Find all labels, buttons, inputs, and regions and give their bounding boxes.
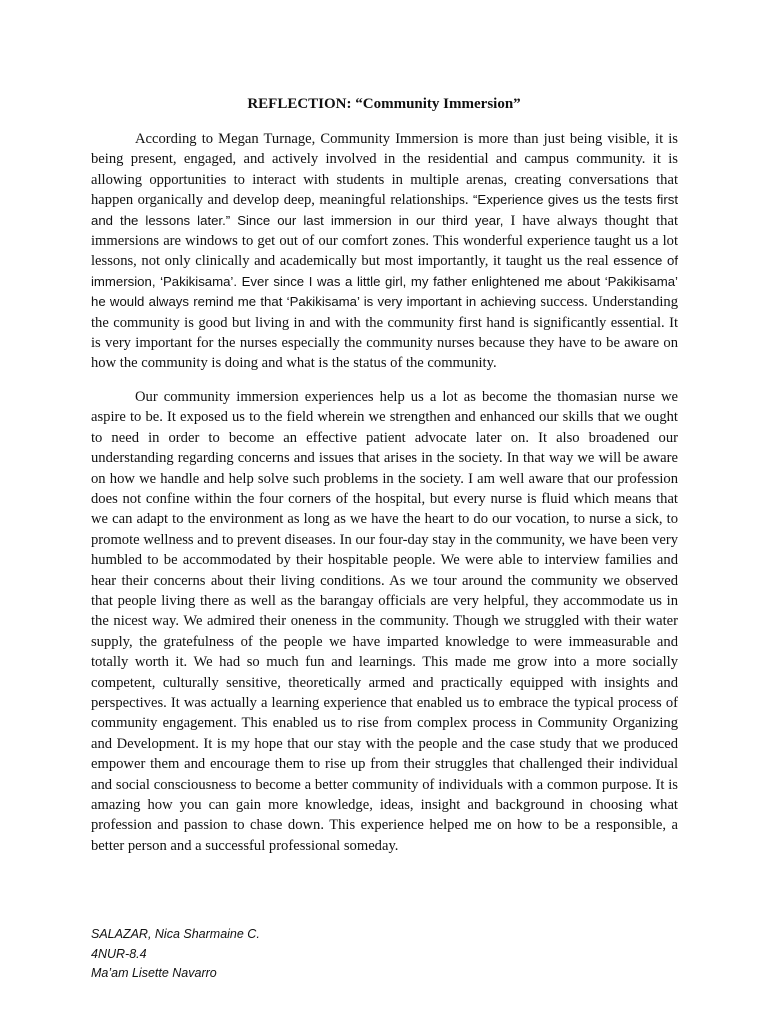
- paragraph-1-quote: “Experience gives us the tests first and the lessons later.” Since our last immersion in our third year,: [91, 192, 679, 228]
- paragraph-2: Our community immersion experiences help us a lot as become the thomasian nurse we aspire to be. It exposed us to the field wherein we strengthen and enhanced our skills that we ought to need in order to become an effective patient advocate later on. It also broadened our understanding regarding concerns and issues that arises in the society. In that way we will be aware on how we handle and help solve such problems in the society. I am well aware that our profession does not confine within the four corners of the hospital, but every nurse is fluid which means that we can adapt to the environment as long as we have the heart to do our vocation, to nurse a sick, to promote wellness and to prevent diseases. In our four-day stay in the community, we have been very humbled to be accommodated by their hospitable people. We were able to interview families and hear their concerns about their living conditions. As we tour around the community we observed that people living there as well as the barangay officials are very helpful, they accommodate us in the nicest way. We admired their oneness in the community. Though we struggled with their water supply, the gratefulness of the people we have imparted knowledge to were immeasurable and totally worth it. We had so much fun and learnings. This made me grow into a more socially competent, culturally sensitive, theoretically armed and practically equipped with insights and perspectives. It was actually a learning experience that enabled us to embrace the typical process of community engagement. This enabled us to rise from complex process in Community Organizing and Development. It is my hope that our stay with the people and the case study that we produced empower them and encourage them to rise up from their struggles that challenged their individual and social consciousness to become a better community of individuals with a common purpose. It is amazing how you can gain more knowledge, ideas, insight and background in choosing what profession and passion to chase down. This experience helped me on how to be a responsible, a better person and a successful professional someday.: [91, 388, 678, 854]
- paragraph-1: [91, 129, 678, 374]
- page-title: REFLECTION: “Community Immersion”: [247, 96, 521, 112]
- paragraph-1-middle: I have always thought that immersions are windows to get out of our comfort zones. This wonderful experience taught us a lot lessons, not only clinically and academically but most importantly, it taught us the real: [91, 212, 678, 270]
- paragraph-1-end: success. Understanding the community is good but living in and with the community first hand is significantly essential. It is very important for the nurses especially the community nurses because they have to be aware on how the community is doing and what is the status of the community.: [91, 294, 678, 372]
- instructor-name: Ma’am Lisette Navarro: [91, 966, 217, 980]
- reflection-body: [91, 129, 678, 856]
- paragraph-1-pakikisama: essence of immersion, ‘Pakikisama’. Ever since I was a little girl, my father enlightened me about ‘Pakikisama’ he would always remind me that ‘Pakikisama’ is very important in achieving: [91, 253, 678, 310]
- signature-block: [91, 925, 260, 984]
- paragraph-1-intro: According to Megan Turnage, Community Immersion is more than just being visible, it is being present, engaged, and actively involved in the residential and campus community. it is allowing opportunities to interact with students in multiple arenas, creating conversations that happen organically and develop deep, meaningful relationships.: [91, 131, 678, 209]
- author-name: SALAZAR, Nica Sharmaine C.: [91, 927, 260, 941]
- author-section: 4NUR-8.4: [91, 946, 147, 961]
